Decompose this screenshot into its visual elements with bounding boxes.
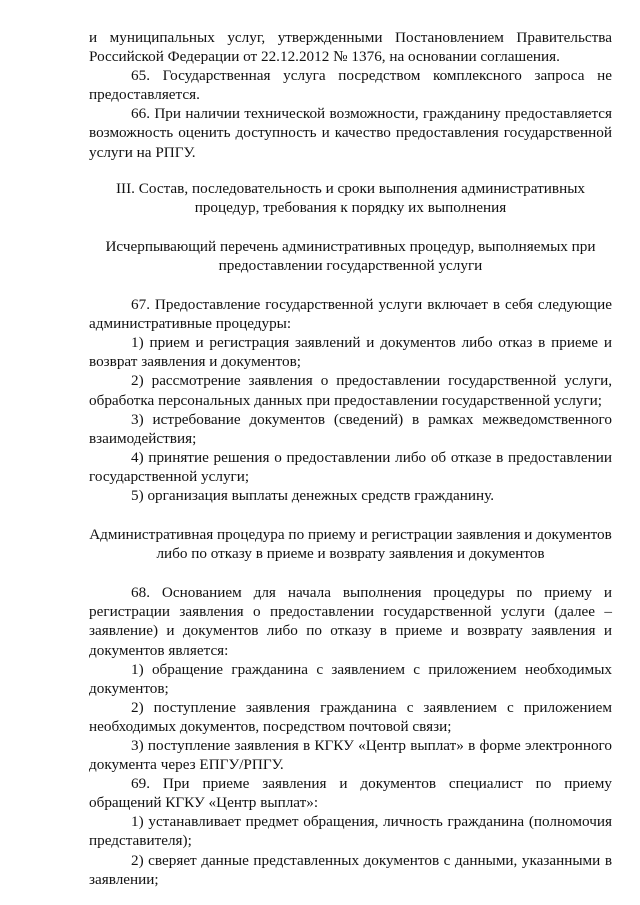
list-item: 1) обращение гражданина с заявлением с приложением необходимых документов; [89, 660, 612, 697]
list-item: 2) рассмотрение заявления о предоставлении государственной услуги, обработка персональных данных при предоставлении государственной услуги; [89, 372, 612, 409]
list-item: 2) сверяет данные представленных документов с данными, указанными в заявлении; [89, 851, 612, 888]
list-item: 3) поступление заявления в КГКУ «Центр выплат» в форме электронного документа через ЕПГУ/РПГУ. [89, 737, 612, 774]
subheading-procedures-list: Исчерпывающий перечень административных процедур, выполняемых при предоставлении государственной услуги [105, 237, 596, 274]
spacer [89, 505, 612, 525]
list-item: 1) устанавливает предмет обращения, личность гражданина (полномочия представителя); [89, 813, 612, 850]
paragraph-intro-continuation: и муниципальных услуг, утвержденными Постановлением Правительства Российской Федерации от 22.12.2012 № 1376, на основании соглашения. [89, 29, 612, 66]
list-item: 3) истребование документов (сведений) в рамках межведомственного взаимодействия; [89, 410, 612, 447]
paragraph-65: 65. Государственная услуга посредством комплексного запроса не предоставляется. [89, 67, 612, 104]
spacer [89, 217, 612, 237]
list-item: 4) принятие решения о предоставлении либо об отказе в предоставлении государственной услуги; [89, 448, 612, 485]
spacer [89, 275, 612, 295]
paragraph-66: 66. При наличии технической возможности, гражданину предоставляется возможность оценить доступность и качество предоставления государственной услуги на РПГУ. [89, 105, 612, 161]
subheading-procedure: Административная процедура по приему и регистрации заявления и документов либо по отказу в приеме и возврату заявления и документов [89, 526, 612, 563]
list-item: 5) организация выплаты денежных средств гражданину. [131, 486, 494, 504]
spacer [89, 162, 612, 179]
spacer [89, 563, 612, 583]
paragraph-68: 68. Основанием для начала выполнения процедуры по приему и регистрации заявления о предоставлении государственной услуги (далее – заявление) и документов либо по отказу в приеме и возврату заявления и документов является: [89, 584, 612, 659]
document-page [89, 28, 612, 889]
paragraph-69: 69. При приеме заявления и документов специалист по приему обращений КГКУ «Центр выплат»: [89, 775, 612, 812]
list-item: 2) поступление заявления гражданина с заявлением с приложением необходимых документов, посредством почтовой связи; [89, 698, 612, 735]
list-item: 1) прием и регистрация заявлений и документов либо отказ в приеме и возврат заявления и документов; [89, 334, 612, 371]
section-heading: III. Состав, последовательность и сроки выполнения административных процедур, требования к порядку их выполнения [116, 179, 585, 216]
paragraph-67: 67. Предоставление государственной услуги включает в себя следующие административные процедуры: [89, 296, 612, 333]
